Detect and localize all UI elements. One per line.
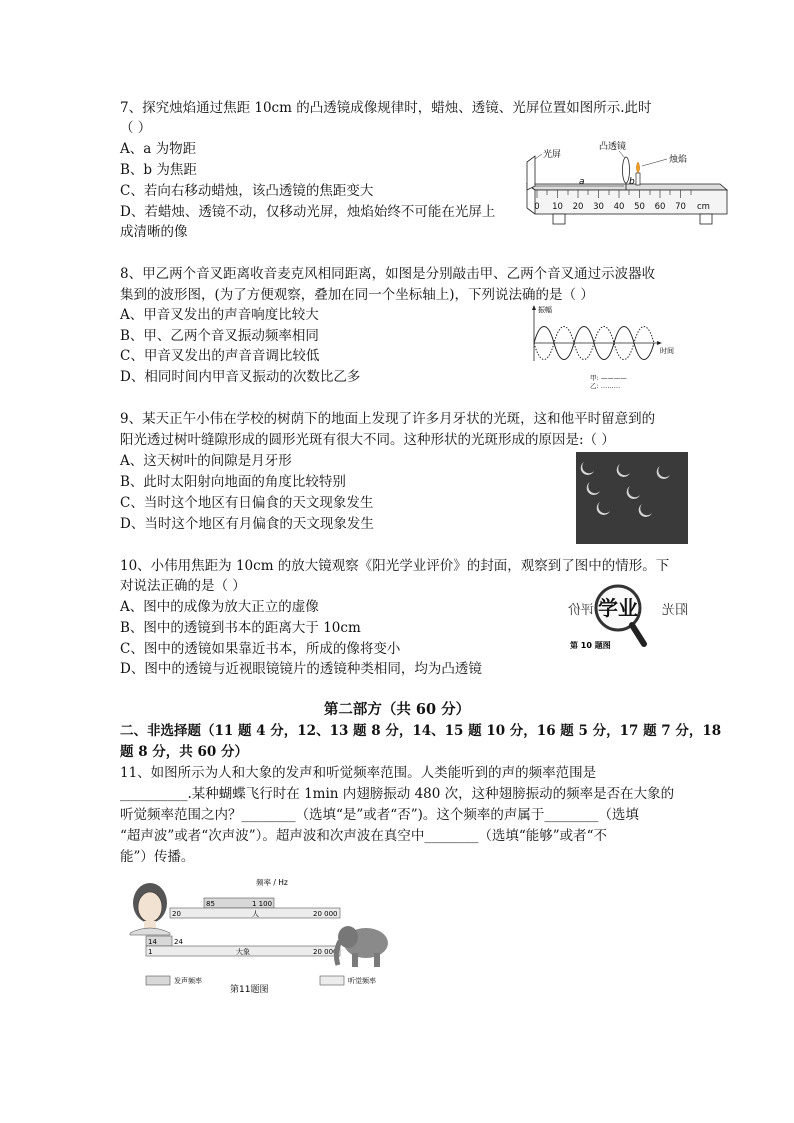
q11-line5: 能”）传播。 [120, 849, 195, 865]
part2-title: 第二部方（共 60 分） [323, 701, 471, 718]
human-label: 人 [252, 910, 259, 918]
crescent-light-spots-photo [576, 452, 688, 544]
human-emit-hi: 1 100 [252, 900, 273, 908]
q8-option-c: C、甲音叉发出的声音音调比较低 [120, 348, 320, 364]
part2-heading-line1: 二、非选择题（11 题 4 分，12、13 题 8 分，14、15 题 10 分，16 题 5 分，17 题 7 分，18 [120, 723, 722, 739]
q8-stem-line2: 集到的波形图，(为了方便观察，叠加在同一个坐标轴上)，下列说法确的是（ ） [120, 287, 594, 303]
q9-option-d: D、当时这个地区有月偏食的天文现象发生 [120, 516, 374, 532]
q10-stem-line2: 对说法正确的是（ ） [120, 578, 246, 594]
magnifier-handle [632, 625, 644, 644]
q10-stem-line1: 10、小伟用焦距为 10cm 的放大镜观察《阳光学业评价》的封面，观察到了图中的情形。下 [120, 558, 670, 574]
q8-waveform-figure [528, 303, 686, 391]
q10-magnifier-figure [552, 582, 692, 660]
q7-optical-bench-figure [515, 140, 730, 242]
ruler-tick-50: 50 [634, 202, 645, 212]
part2-heading-line2: 题 8 分，共 60 分） [120, 744, 248, 760]
label-screen: 光屏 [543, 150, 562, 160]
q10-option-d: D、图中的透镜与近视眼镜镜片的透镜种类相同，均为凸透镜 [120, 661, 482, 677]
flame-icon [636, 162, 639, 173]
ruler-tick-20: 20 [572, 202, 584, 212]
candle-shape [636, 173, 640, 185]
q11-line4: “超声波”或者“次声波”）。超声波和次声波在真空中________（选填“能够”或者“不 [120, 828, 608, 844]
ruler-tick-60: 60 [654, 202, 666, 212]
ele-hear-hi: 20 000 [313, 948, 338, 956]
q7-option-b: B、b 为焦距 [120, 162, 197, 178]
label-flame: 烛焰 [669, 155, 688, 165]
label-a: a [579, 177, 585, 187]
q10-figure-caption: 第 10 题图 [570, 641, 611, 650]
human-hear-lo: 20 [172, 910, 181, 918]
ele-label: 大象 [236, 948, 250, 956]
q8-option-a: A、甲音叉发出的声音响度比较大 [120, 307, 319, 323]
q7-option-c: C、若向右移动蜡烛，该凸透镜的焦距变大 [120, 183, 374, 199]
ruler-tick-40: 40 [613, 202, 625, 212]
q9-option-c: C、当时这个地区有日偏食的天文现象发生 [120, 495, 374, 511]
human-hear-hi: 20 000 [313, 910, 338, 918]
human-emit-lo: 85 [206, 900, 215, 908]
mirrored-text-right: 阳光 [661, 603, 688, 618]
q9-stem-line2: 阳光透过树叶缝隙形成的圆形光斑有很大不同。这种形状的光斑形成的原因是:（ ） [120, 432, 615, 448]
q11-frequency-range-figure [126, 873, 392, 995]
elephant-icon [336, 926, 388, 967]
q10-option-c: C、图中的透镜如果靠近书本，所成的像将变小 [120, 641, 401, 657]
legend-yi: 乙: ……… [590, 382, 621, 390]
q7-option-d-cont: 成清晰的像 [120, 224, 188, 240]
legend-hear-swatch [320, 976, 344, 985]
q7-stem-line1: 7、探究烛焰通过焦距 10cm 的凸透镜成像规律时，蜡烛、透镜、光屏位置如图所示.此时 [120, 100, 652, 116]
q11-figure-caption: 第11题图 [230, 985, 269, 995]
magnified-text: 学业 [598, 596, 638, 620]
ele-emit-lo: 14 [148, 938, 157, 946]
ruler-unit: cm [697, 202, 710, 212]
axis-label: 频率 / Hz [256, 878, 288, 887]
q11-line1: 11、如图所示为人和大象的发声和听觉频率范围。人类能听到的声的频率范围是 [120, 765, 597, 781]
q9-option-b: B、此时太阳射向地面的角度比较特别 [120, 474, 346, 490]
q8-stem-line1: 8、甲乙两个音叉距离收音麦克风相同距离，如图是分别敲击甲、乙两个音叉通过示波器收 [120, 266, 656, 282]
ruler-tick-10: 10 [552, 202, 563, 212]
legend-emit-swatch [146, 976, 170, 985]
mirrored-text-left: 评价 [567, 603, 594, 618]
waveform-ylabel: 振幅 [538, 306, 552, 314]
label-lens: 凸透镜 [599, 142, 627, 152]
q7-option-a: A、a 为物距 [120, 141, 197, 157]
q11-line2: __________.某种蝴蝶飞行时在 1min 内翅膀振动 480 次，这种翅膀振动的频率是否在大象的 [120, 786, 675, 802]
light-screen-shape [527, 156, 535, 190]
legend-emit: 发声频率 [174, 977, 202, 985]
q7-option-d: D、若蜡烛、透镜不动，仅移动光屏，烛焰始终不可能在光屏上 [120, 204, 496, 220]
label-b: b [629, 177, 635, 187]
ele-hear-lo: 1 [148, 948, 153, 956]
q9-option-a: A、这天树叶的间隙是月牙形 [120, 453, 292, 469]
q8-option-d: D、相同时间内甲音叉振动的次数比乙多 [120, 369, 361, 385]
ruler-tick-0: 0 [534, 202, 540, 212]
legend-jia: 甲: ———— [590, 374, 627, 382]
waveform-xlabel: 时间 [660, 347, 674, 355]
q10-option-a: A、图中的成像为放大正立的虚像 [120, 599, 319, 615]
q10-option-b: B、图中的透镜到书本的距离大于 10cm [120, 620, 361, 636]
q7-stem-line2: （ ） [120, 120, 152, 136]
q11-line3: 听觉频率范围之内？________（选填“是”或者“否”)。这个频率的声属于________（选填 [120, 807, 639, 823]
q8-option-b: B、甲、乙两个音叉振动频率相同 [120, 328, 319, 344]
legend-hear: 听觉频率 [348, 977, 376, 985]
ruler-tick-70: 70 [675, 202, 686, 212]
q9-stem-line1: 9、某天正午小伟在学校的树荫下的地面上发现了许多月牙状的光斑，这和他平时留意到的 [120, 411, 656, 427]
ruler-tick-30: 30 [593, 202, 604, 212]
woman-portrait-icon [130, 883, 170, 935]
ele-emit-hi: 24 [174, 938, 183, 946]
